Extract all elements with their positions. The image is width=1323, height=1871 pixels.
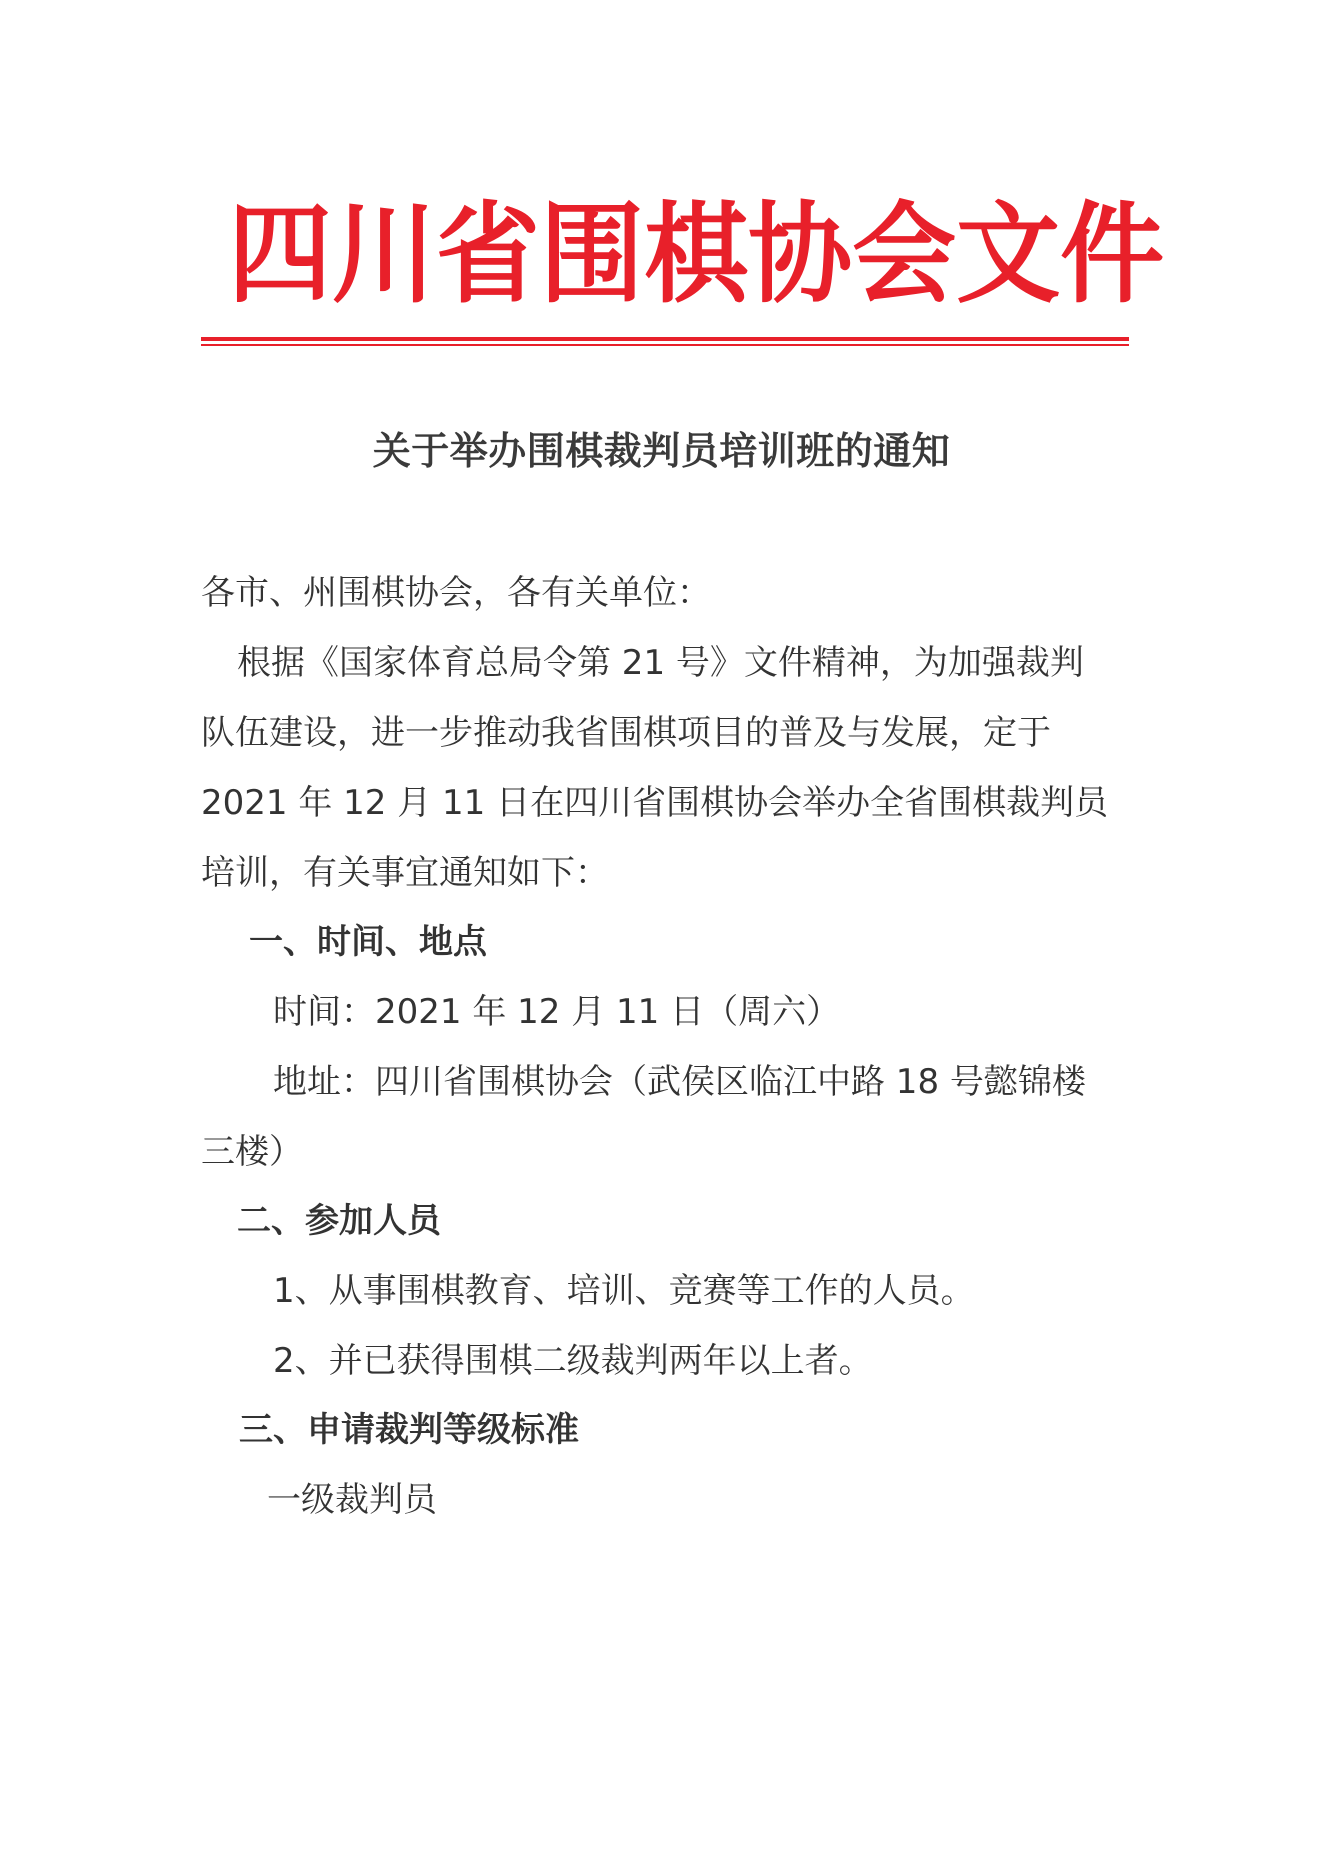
subsection-label: 一级裁判员: [267, 1480, 437, 1520]
list-item: 1、从事围棋教育、培训、竞赛等工作的人员。: [273, 1271, 975, 1311]
header-char: 协: [748, 189, 853, 319]
header-char: 文: [956, 189, 1061, 319]
address-line: 三楼）: [201, 1132, 303, 1172]
time-line: 时间：2021 年 12 月 11 日（周六）: [273, 992, 841, 1032]
header-char: 川: [332, 189, 437, 319]
section-heading: 二、参加人员: [237, 1201, 441, 1241]
header-char: 省: [436, 189, 541, 319]
intro-line: 队伍建设，进一步推动我省围棋项目的普及与发展，定于: [201, 713, 1051, 753]
section-heading: 一、时间、地点: [249, 922, 487, 962]
document-header: [228, 189, 1165, 319]
salutation: 各市、州围棋协会，各有关单位：: [201, 573, 711, 613]
header-char: 件: [1060, 189, 1165, 319]
header-char: 棋: [644, 189, 749, 319]
address-line: 地址：四川省围棋协会（武侯区临江中路 18 号懿锦楼: [273, 1062, 1086, 1102]
header-char: 会: [852, 189, 957, 319]
section-heading: 三、申请裁判等级标准: [239, 1410, 579, 1450]
header-char: 围: [540, 189, 645, 319]
intro-line: 2021 年 12 月 11 日在四川省围棋协会举办全省围棋裁判员: [201, 783, 1109, 823]
header-char: 四: [228, 189, 333, 319]
notice-title: 关于举办围棋裁判员培训班的通知: [372, 429, 951, 473]
list-item: 2、并已获得围棋二级裁判两年以上者。: [273, 1341, 873, 1381]
intro-line: 培训，有关事宜通知如下：: [201, 853, 609, 893]
intro-line: 根据《国家体育总局令第 21 号》文件精神，为加强裁判: [237, 643, 1084, 683]
header-divider-thin: [201, 344, 1129, 346]
header-divider-thick: [201, 337, 1129, 341]
